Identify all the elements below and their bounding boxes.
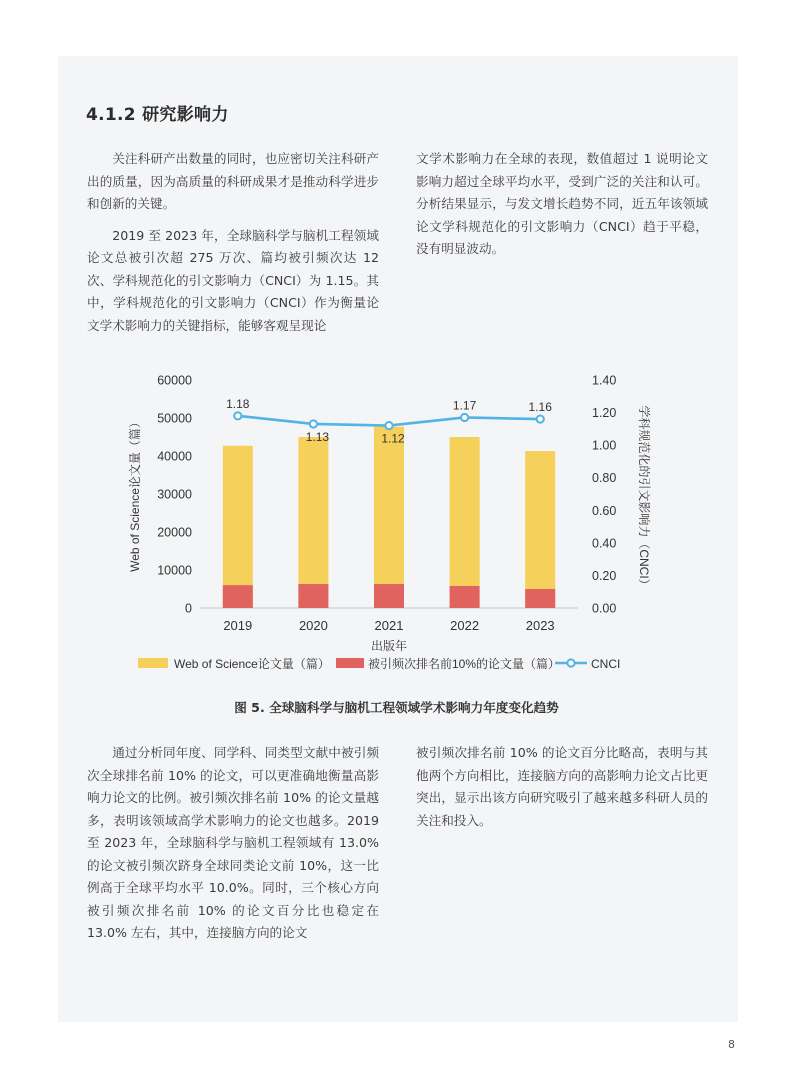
y2-tick-label: 1.00 <box>592 438 617 453</box>
y2-tick-label: 0.80 <box>592 471 617 486</box>
paragraph: 2019 至 2023 年，全球脑科学与脑机工程领域论文总被引次超 275 万次、篇均被引频次达 12 次、学科规范化的引文影响力（CNCI）为 1.15。其中，学科规范化的引文影响力（CNCI）作为衡量论文学术影响力的关键指标，能够客观呈现论 <box>87 227 379 333</box>
paragraph: 文学术影响力在全球的表现，数值超过 1 说明论文影响力超过全球平均水平，受到广泛的关注和认可。分析结果显示，与发文增长趋势不同，近五年该领域论文学科规范化的引文影响力（CNCI）趋于平稳，没有明显波动。 <box>416 151 708 256</box>
legend-label-total: Web of Science论文量（篇） <box>174 657 330 671</box>
text-column-bottom-left <box>87 742 379 945</box>
y2-tick-label: 1.40 <box>592 373 617 388</box>
text-column-bottom-right <box>416 742 708 832</box>
bar-top10 <box>223 585 253 608</box>
y-tick-label: 10000 <box>157 563 192 578</box>
y2-tick-label: 0.00 <box>592 601 617 616</box>
legend-swatch-total <box>138 658 168 668</box>
y-tick-label: 20000 <box>157 525 192 540</box>
x-axis-title: 出版年 <box>370 639 408 653</box>
bar-total <box>374 427 404 608</box>
section-title: 4.1.2 研究影响力 <box>86 105 229 125</box>
page-number: 8 <box>728 1038 735 1051</box>
cnci-point <box>461 414 468 421</box>
y2-axis-title: 学科规范化的引文影响力（CNCI） <box>637 405 651 591</box>
cnci-data-label: 1.18 <box>226 396 250 411</box>
text-column-top-left <box>87 148 379 337</box>
text-column-top-right <box>416 148 708 261</box>
bar-top10 <box>298 584 328 608</box>
y-axis-title: Web of Science论文量（篇） <box>128 416 142 572</box>
cnci-point <box>310 420 317 427</box>
paragraph: 通过分析同年度、同学科、同类型文献中被引频次全球排名前 10% 的论文，可以更准确地衡量高影响力论文的比例。被引频次排名前 10% 的论文量越多，表明该领域高学术影响力的论文也越多。2019 至 2023 年，全球脑科学与脑机工程领域有 13.0% 的论文被引频次跻身全球同类论文前 10%，这一比例高于全球平均水平 10.0%。同时，三个核心方向被引频次排名前 10% 的论文百分比也稳定在 13.0% 左右，其中，连接脑方向的论文 <box>87 745 379 940</box>
cnci-data-label: 1.12 <box>381 431 405 446</box>
y-tick-label: 0 <box>185 601 192 616</box>
bar-top10 <box>525 589 555 608</box>
y-tick-label: 40000 <box>157 449 192 464</box>
x-tick-label: 2020 <box>298 618 328 633</box>
y2-tick-label: 0.20 <box>592 568 617 583</box>
cnci-point <box>385 422 392 429</box>
y-tick-label: 50000 <box>157 411 192 426</box>
cnci-point <box>537 415 544 422</box>
figure-caption: 图 5. 全球脑科学与脑机工程领域学术影响力年度变化趋势 <box>234 700 559 715</box>
cnci-data-label: 1.16 <box>528 400 552 415</box>
bar-total <box>450 437 480 608</box>
x-tick-label: 2021 <box>374 618 404 633</box>
legend-swatch-top10 <box>336 658 364 668</box>
y-tick-label: 30000 <box>157 487 192 502</box>
cnci-data-label: 1.13 <box>305 429 330 444</box>
legend-marker-cnci <box>567 659 574 666</box>
paragraph: 关注科研产出数量的同时，也应密切关注科研产出的质量，因为高质量的科研成果才是推动科学进步和创新的关键。 <box>87 151 379 211</box>
bar-total <box>525 451 555 608</box>
impact-chart <box>0 360 793 690</box>
x-tick-label: 2023 <box>525 618 555 633</box>
bar-top10 <box>450 586 480 608</box>
legend-label-top10: 被引频次排名前10%的论文量（篇） <box>368 657 561 671</box>
y2-tick-label: 0.40 <box>592 536 617 551</box>
y-tick-label: 60000 <box>157 373 192 388</box>
cnci-point <box>234 412 241 419</box>
legend-label-cnci: CNCI <box>591 657 621 671</box>
x-tick-label: 2022 <box>450 618 480 633</box>
x-tick-label: 2019 <box>223 618 253 633</box>
bar-total <box>298 437 328 608</box>
bar-top10 <box>374 584 404 608</box>
y2-tick-label: 1.20 <box>592 406 617 421</box>
paragraph: 被引频次排名前 10% 的论文百分比略高，表明与其他两个方向相比，连接脑方向的高影响力论文占比更突出，显示出该方向研究吸引了越来越多科研人员的关注和投入。 <box>416 745 708 828</box>
cnci-data-label: 1.17 <box>452 398 477 413</box>
y2-tick-label: 0.60 <box>592 503 617 518</box>
bar-total <box>223 446 253 608</box>
